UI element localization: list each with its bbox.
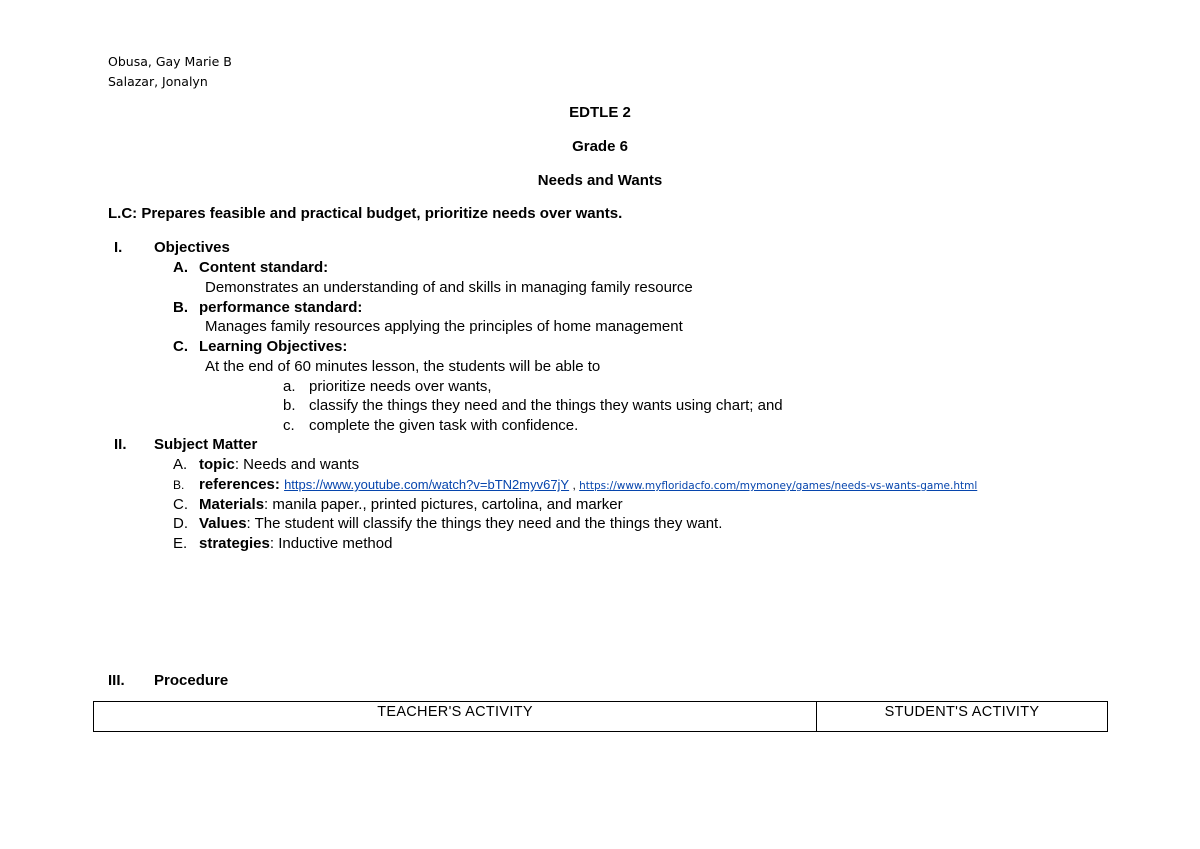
list-item: a. prioritize needs over wants,	[283, 378, 492, 395]
author-name: Obusa, Gay Marie B	[108, 54, 232, 69]
section-title: Subject Matter	[154, 436, 258, 453]
section-title: Procedure	[154, 672, 229, 689]
topic-line: A. topic: Needs and wants	[173, 456, 360, 473]
course-title: EDTLE 2	[569, 104, 631, 121]
section-subject-matter-heading	[114, 435, 257, 455]
section-objectives-heading	[114, 238, 230, 258]
materials-line: C. Materials: manila paper., printed pictures, cartolina, and marker	[173, 496, 623, 513]
performance-standard-label: B. performance standard:	[173, 299, 363, 316]
content-standard-label: A. Content standard:	[173, 259, 329, 276]
list-item: b. classify the things they need and the things they wants using chart; and	[283, 397, 783, 414]
reference-link-youtube[interactable]: https://www.youtube.com/watch?v=bTN2myv67jY	[284, 477, 570, 492]
student-activity-header: STUDENT'S ACTIVITY	[817, 702, 1108, 732]
section-procedure-heading	[108, 671, 228, 691]
values-line: D. Values: The student will classify the things they need and the things they want.	[173, 515, 723, 532]
table-row	[94, 702, 1108, 732]
section-number: II.	[114, 436, 127, 453]
teacher-activity-header: TEACHER'S ACTIVITY	[94, 702, 817, 732]
references-line: B. references: https://www.youtube.com/watch?v=bTN2myv67jY , https://www.myfloridacfo.com/mymoney/games/needs-vs-wants-game.html	[173, 476, 978, 493]
lesson-title: Needs and Wants	[537, 172, 663, 189]
content-standard-text: Demonstrates an understanding of and skills in managing family resource	[205, 279, 693, 296]
procedure-table	[93, 701, 1108, 732]
section-number: I.	[114, 239, 123, 256]
authors	[108, 52, 232, 92]
section-number: III.	[108, 672, 125, 689]
learning-objectives-label: C. Learning Objectives:	[173, 338, 348, 355]
author-name: Salazar, Jonalyn	[108, 74, 208, 89]
strategies-line: E. strategies: Inductive method	[173, 535, 393, 552]
section-title: Objectives	[154, 239, 230, 256]
list-item: c. complete the given task with confidence.	[283, 417, 579, 434]
grade-title: Grade 6	[572, 138, 628, 155]
learning-objectives-text: At the end of 60 minutes lesson, the students will be able to	[205, 358, 601, 375]
reference-link-needs-vs-wants-game[interactable]: https://www.myfloridacfo.com/mymoney/games/needs-vs-wants-game.html	[579, 480, 978, 492]
learning-competency: L.C: Prepares feasible and practical budget, prioritize needs over wants.	[108, 205, 623, 222]
performance-standard-text: Manages family resources applying the principles of home management	[205, 318, 683, 335]
